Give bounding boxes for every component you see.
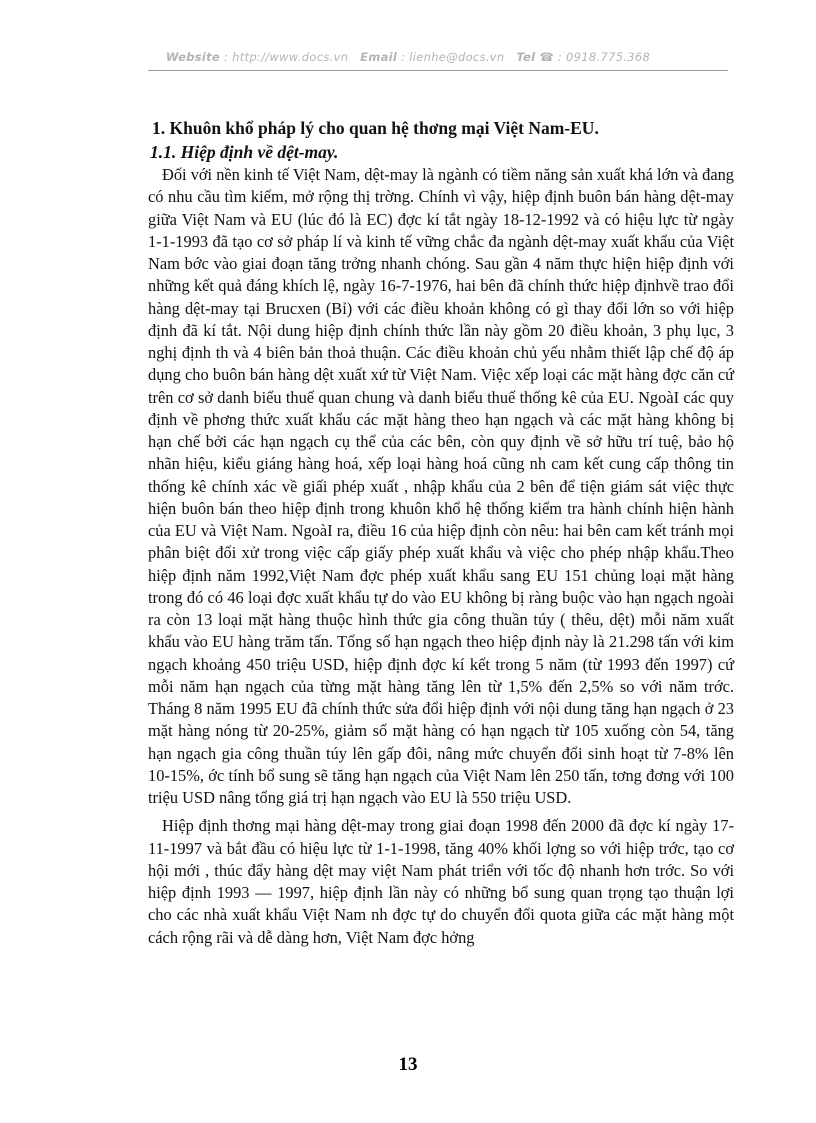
website-value: : http://www.docs.vn	[224, 50, 349, 64]
header-divider	[148, 70, 728, 71]
website-label: Website	[165, 50, 221, 64]
paragraph-2: Hiệp định thơng mại hàng dệt-may trong giai đoạn 1998 đến 2000 đã đợc kí ngày 17-11-1997 và bắt đầu có hiệu lực từ 1-1-1998, tăng 40% khối lợng so với hiệp trớc, tạo cơ hội mới , thúc đẩy hàng dệt may việt Nam phát triển với tốc độ nhanh hơn trớc. So với hiệp định 1993 — 1997, hiệp định lần này có những bổ sung quan trọng tạo thuận lợi cho các nhà xuất khẩu Việt Nam nh đợc tự do chuyển đổi quota giữa các mặt hàng một cách rộng rãi và dễ dàng hơn, Việt Nam đợc hởng	[148, 816, 734, 947]
email-value: : lienhe@docs.vn	[401, 50, 505, 64]
page-number: 13	[398, 1054, 418, 1075]
page-header	[0, 50, 816, 64]
tel-value: ☎ : 0918.775.368	[539, 50, 651, 64]
section-heading: 1. Khuôn khổ pháp lý cho quan hệ thơng mại Việt Nam-EU.	[152, 118, 599, 138]
tel-label: Tel	[516, 50, 536, 64]
subsection-heading: 1.1. Hiệp định về dệt-may.	[150, 142, 339, 162]
email-label: Email	[360, 50, 398, 64]
paragraph-1: Đối với nền kinh tế Việt Nam, dệt-may là ngành có tiềm năng sản xuất khá lớn và đang có nhu cầu tìm kiếm, mở rộng thị trờng. Chính vì vậy, hiệp định buôn bán hàng dệt-may giữa Việt Nam và EU (lúc đó là EC) đợc kí tắt ngày 18-12-1992 và có hiệu lực từ ngày 1-1-1993 đã tạo cơ sở pháp lí và kinh tế vững chắc đa ngành dệt-may xuất khẩu của Việt Nam bớc vào giai đoạn tăng trởng nhanh chóng. Sau gần 4 năm thực hiện hiệp định với những kết quả đáng khích lệ, ngày 16-7-1976, hai bên đã chính thức hiệp địnhvề trao đổi hàng dệt-may tại Brucxen (Bỉ) với các điều khoản không có gì thay đổi lớn so với hiệp định đã kí tắt. Nội dung hiệp định chính thức lần này gồm 20 điều khoản, 3 phụ lục, 3 nghị định th và 4 biên bản thoả thuận. Các điều khoản chủ yếu nhằm thiết lập chế độ áp dụng cho buôn bán hàng dệt xuất xứ từ Việt Nam. Việc xếp loại các mặt hàng đợc căn cứ trên cơ sở danh biểu thuế quan chung và danh biểu thuế thống kê của EU. NgoàI các quy định về phơng thức xuất khẩu các mặt hàng theo hạn ngạch và các mặt hàng không bị hạn chế bởi các hạn ngạch cụ thể của các bên, còn quy định về sở hữu trí tuệ, bảo hộ nhãn hiệu, kiểu giáng hàng hoá, xếp loại hàng hoá cũng nh cam kết cung cấp thông tin thống kê chính xác về giấi phép xuất , nhập khẩu của 2 bên để tiện giám sát việc thực hiện buôn bán theo hiệp định trong khuôn khổ hệ thống kiểm tra hành chính hiện hành của EU và Việt Nam. NgoàI ra, điều 16 của hiệp định còn nêu: hai bên cam kết tránh mọi phân biệt đối xử trong việc cấp giấy phép xuất khẩu và việc cho phép nhập khẩu.Theo hiệp định năm 1992,Việt Nam đợc phép xuất khẩu sang EU 151 chủng loại mặt hàng trong đó có 46 loại đợc xuất khẩu tự do vào EU không bị ràng buộc vào hạn ngạch ngoài ra còn 13 loại mặt hàng thuộc hình thức gia công thuần túy ( thêu, dệt) mỗi năm xuất khẩu vào EU hàng trăm tấn. Tổng số hạn ngạch theo hiệp định này là 21.298 tấn với kim ngạch khoảng 450 triệu USD, hiệp định đợc kí kết trong 5 năm (từ 1993 đến 1997) cứ mỗi năm hạn ngạch của từng mặt hàng tăng lên từ 1,5% đến 2,5% so với năm trớc. Tháng 8 năm 1995 EU đã chính thức sửa đổi hiệp định với nội dung tăng hạn ngạch ở 23 mặt hàng nóng từ 20-25%, giảm số mặt hàng có hạn ngạch từ 105 xuống còn 54, tăng hạn ngạch gia công thuần túy lên gấp đôi, nâng mức chuyển đổi sinh hoạt từ 7-8% lên 10-15%, ớc tính bổ sung sẽ tăng hạn ngạch của Việt Nam lên 250 tấn, tơng đơng với 100 triệu USD nâng tổng giá trị hạn ngạch vào EU là 550 triệu USD.	[148, 165, 734, 807]
document-body	[148, 117, 734, 949]
